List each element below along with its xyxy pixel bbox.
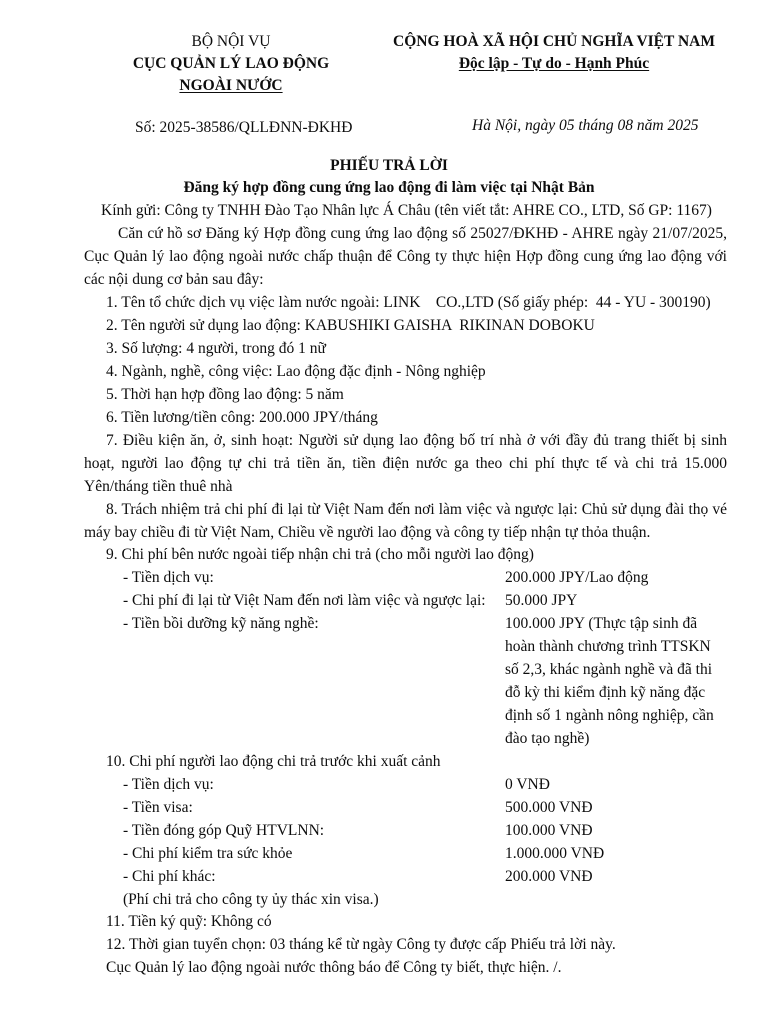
cost-label: - Chi phí khác: [123, 867, 216, 885]
cost-value-line: số 2,3, khác ngành nghề và đã thi [505, 661, 713, 679]
cost-value: 100.000 VNĐ [505, 821, 593, 839]
document-body [84, 200, 727, 980]
national-motto: Độc lập - Tự do - Hạnh Phúc [458, 55, 650, 72]
item-8-travel-costs [84, 499, 727, 545]
cost-value-line: đỗ kỳ thi kiểm định kỹ năng đặc [505, 684, 706, 702]
item-3-quantity: 3. Số lượng: 4 người, trong đó 1 nữ [106, 340, 326, 358]
preamble-line: Căn cứ hồ sơ Đăng ký Hợp đồng cung ứng lao động số 25027/ĐKHĐ - AHRE ngày 21/07/2025, [118, 225, 727, 243]
worker-cost-row [84, 866, 727, 889]
item-7-line: Yên/tháng tiền thuê nhà [84, 477, 233, 495]
national-header [374, 31, 734, 75]
ministry-name: BỘ NỘI VỤ [191, 33, 271, 50]
cost-value [505, 590, 727, 613]
issuing-agency [106, 31, 356, 97]
item-10-heading: 10. Chi phí người lao động chi trả trước khi xuất cảnh [106, 752, 441, 770]
document-number: Số: 2025-38586/QLLĐNN-ĐKHĐ [135, 118, 353, 136]
item-11-deposit: 11. Tiền ký quỹ: Không có [106, 913, 272, 931]
item-5-contract-term: 5. Thời hạn hợp đồng lao động: 5 năm [106, 385, 344, 403]
cost-label: - Tiền dịch vụ: [123, 775, 214, 793]
cost-value: 200.000 VNĐ [505, 867, 593, 885]
item-4-occupation: 4. Ngành, nghề, công việc: Lao động đặc định - Nông nghiệp [106, 362, 486, 380]
national-title: CỘNG HOÀ XÃ HỘI CHỦ NGHĨA VIỆT NAM [393, 33, 715, 50]
cost-value: 0 VNĐ [505, 775, 550, 793]
item-8-line: máy bay chiều đi từ Việt Nam, Chiều về người lao động và công ty tiếp nhận tự thỏa thuận. [84, 523, 651, 541]
cost-value-line: 100.000 JPY (Thực tập sinh đã [505, 615, 698, 633]
worker-cost-row [84, 774, 727, 797]
item-7-living-conditions [84, 430, 727, 499]
worker-cost-row [84, 820, 727, 843]
cost-label: - Tiền bồi dưỡng kỹ năng nghề: [123, 615, 319, 633]
preamble-line: các nội dung cơ bản sau đây: [84, 271, 264, 289]
closing-statement: Cục Quản lý lao động ngoài nước thông báo để Công ty biết, thực hiện. /. [106, 959, 562, 977]
title-heading: PHIẾU TRẢ LỜI [330, 156, 448, 174]
preamble-line: Cục Quản lý lao động ngoài nước chấp thuận để Công ty thực hiện Hợp đồng cung ứng lao động với [84, 248, 727, 266]
cost-value [505, 613, 727, 751]
cost-label: - Chi phí kiểm tra sức khỏe [123, 844, 293, 862]
item-2-employer: 2. Tên người sử dụng lao động: KABUSHIKI GAISHA RIKINAN DOBOKU [106, 317, 595, 335]
foreign-cost-row [84, 613, 727, 751]
item-1-service-org: 1. Tên tổ chức dịch vụ việc làm nước ngoài: LINK CO.,LTD (Số giấy phép: 44 - YU - 300190) [106, 294, 711, 312]
document-title [0, 155, 778, 201]
cost-value-line: định số 1 ngành nông nghiệp, cần [505, 707, 714, 725]
item-6-salary: 6. Tiền lương/tiền công: 200.000 JPY/tháng [106, 408, 378, 426]
item-12-selection-period: 12. Thời gian tuyển chọn: 03 tháng kể từ ngày Công ty được cấp Phiếu trả lời này. [106, 936, 616, 954]
department-name-line2: NGOÀI NƯỚC [179, 77, 283, 94]
cost-label: - Tiền dịch vụ: [123, 569, 214, 587]
cost-value: 500.000 VNĐ [505, 798, 593, 816]
cost-value-line: hoàn thành chương trình TTSKN [505, 638, 711, 656]
foreign-cost-row [84, 567, 727, 590]
worker-cost-row [84, 797, 727, 820]
item-7-line: hoạt, người lao động tự chi trả tiền ăn, tiền điện nước ga theo chi phí thực tế và chi trả 15.000 [84, 454, 727, 472]
item-7-line: 7. Điều kiện ăn, ở, sinh hoạt: Người sử dụng lao động bố trí nhà ở với đầy đủ trang thiết bị sinh [106, 431, 727, 449]
worker-cost-note: (Phí chi trả cho công ty ủy thác xin visa.) [123, 890, 379, 908]
cost-value-line: 50.000 JPY [505, 592, 578, 610]
worker-cost-row [84, 843, 727, 866]
department-name-line1: CỤC QUẢN LÝ LAO ĐỘNG [132, 55, 330, 72]
cost-value-line: 200.000 JPY/Lao động [505, 569, 649, 587]
cost-label: - Chi phí đi lại từ Việt Nam đến nơi làm việc và ngược lại: [123, 592, 486, 610]
item-8-line: 8. Trách nhiệm trả chi phí đi lại từ Việt Nam đến nơi làm việc và ngược lại: Chủ sử dụng đài thọ vé [106, 500, 727, 518]
foreign-cost-row [84, 590, 727, 613]
cost-value: 1.000.000 VNĐ [505, 844, 605, 862]
title-subheading: Đăng ký hợp đồng cung ứng lao động đi làm việc tại Nhật Bản [183, 179, 595, 197]
item-9-heading: 9. Chi phí bên nước ngoài tiếp nhận chi trả (cho mỗi người lao động) [106, 546, 534, 564]
place-and-date: Hà Nội, ngày 05 tháng 08 năm 2025 [472, 116, 699, 134]
cost-label: - Tiền đóng góp Quỹ HTVLNN: [123, 821, 325, 839]
cost-value-line: đào tạo nghề) [505, 729, 590, 747]
recipient-line: Kính gửi: Công ty TNHH Đào Tạo Nhân lực Á Châu (tên viết tắt: AHRE CO., LTD, Số GP: 1167) [101, 202, 712, 220]
cost-label: - Tiền visa: [123, 798, 193, 816]
cost-value [505, 567, 727, 590]
